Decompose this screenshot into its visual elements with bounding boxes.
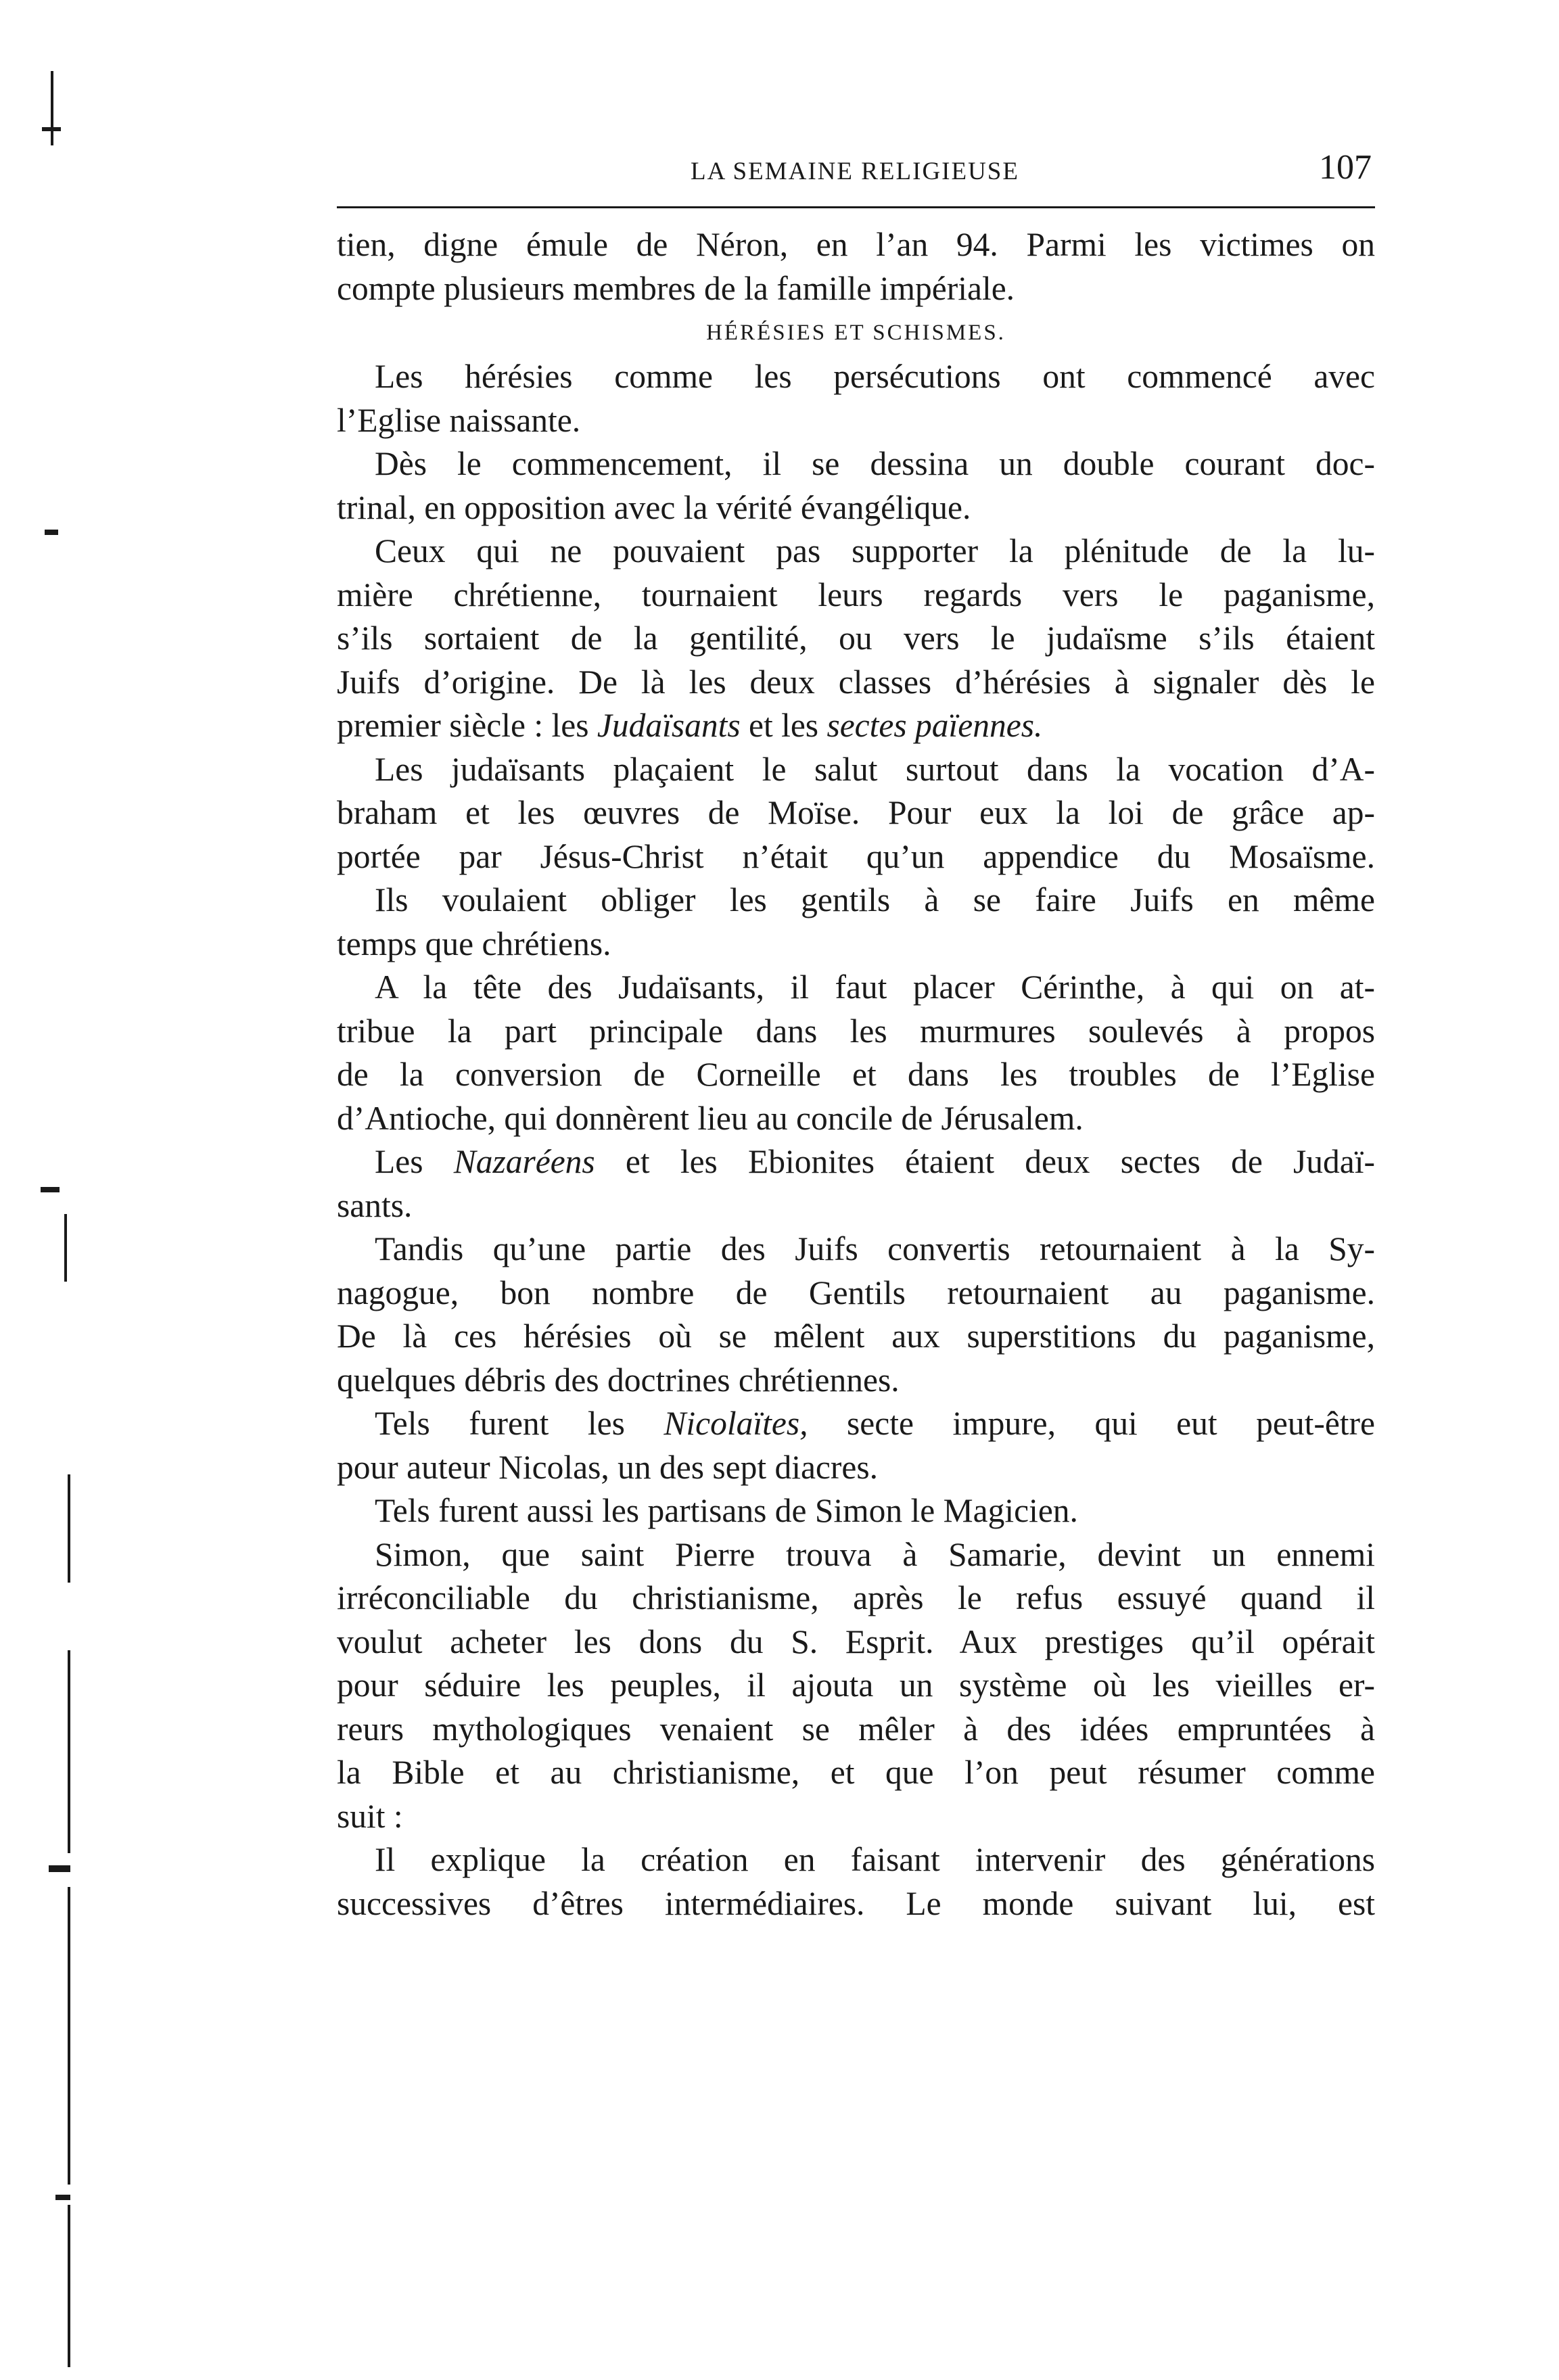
paragraph [337, 267, 1375, 311]
text-line: pour auteur Nicolas, un des sept diacres. [337, 1448, 879, 1486]
text-line: compte plusieurs membres de la famille impériale. [337, 269, 1015, 307]
text-line: Ils voulaient obliger les gentils à se faire Juifs en même [375, 881, 1375, 918]
header-rule [337, 206, 1375, 208]
paragraph [337, 879, 1375, 923]
paragraph [337, 791, 1375, 835]
text-line: premier siècle : les [337, 707, 589, 744]
paragraph [337, 661, 1375, 705]
text-line: Simon, que saint Pierre trouva à Samarie, devint un ennemi [375, 1535, 1375, 1573]
paragraph [337, 1359, 1375, 1403]
text-line: suit : [337, 1797, 403, 1835]
text-line: pour séduire les peuples, il ajouta un système où les vieilles er- [337, 1666, 1375, 1704]
paragraph [337, 1184, 1375, 1228]
text-line: trinal, en opposition avec la vérité évangélique. [337, 488, 971, 526]
paragraph [337, 223, 1375, 267]
margin-mark [42, 127, 61, 131]
paragraph [337, 1751, 1375, 1795]
paragraph [337, 574, 1375, 617]
text-line: De là ces hérésies où se mêlent aux superstitions du paganisme, [337, 1317, 1375, 1355]
text-line: Dès le commencement, il se dessina un double courant doc- [375, 445, 1375, 482]
body-text [337, 223, 1375, 1926]
paragraph [337, 530, 1375, 574]
text-line: Tandis qu’une partie des Juifs convertis retournaient à la Sy- [375, 1230, 1375, 1267]
paragraph [337, 1577, 1375, 1620]
paragraph [337, 1010, 1375, 1054]
paragraph [337, 748, 1375, 792]
margin-mark [68, 1650, 70, 1853]
italic-term: Nazaréens [453, 1143, 595, 1180]
text-line: Les [375, 1143, 423, 1180]
text-line: et les Ebionites étaient deux sectes de Judaï- [625, 1143, 1375, 1180]
text-line: et les [748, 707, 819, 744]
text-line: Ceux qui ne pouvaient pas supporter la plénitude de la lu- [375, 532, 1375, 569]
text-line: Les judaïsants plaçaient le salut surtout dans la vocation d’A- [375, 750, 1375, 788]
paragraph [337, 1053, 1375, 1097]
paragraph [337, 1402, 1375, 1446]
text-line: reurs mythologiques venaient se mêler à des idées empruntées à [337, 1710, 1375, 1748]
page-number: 107 [1319, 148, 1372, 187]
margin-mark [55, 2195, 70, 2200]
text-line: portée par Jésus-Christ n’était qu’un appendice du Mosaïsme. [337, 837, 1375, 875]
italic-term: Judaïsants [597, 707, 741, 744]
text-line: nagogue, bon nombre de Gentils retournaient au paganisme. [337, 1274, 1375, 1311]
paragraph [337, 617, 1375, 661]
paragraph [337, 923, 1375, 966]
paragraph [337, 1315, 1375, 1359]
paragraph [337, 1097, 1375, 1141]
text-line: de la conversion de Corneille et dans les troubles de l’Eglise [337, 1056, 1375, 1093]
margin-mark [68, 1887, 70, 2185]
text-line: quelques débris des doctrines chrétiennes. [337, 1361, 900, 1399]
paragraph [337, 1489, 1375, 1533]
paragraph [337, 1271, 1375, 1315]
text-line: irréconciliable du christianisme, après le refus essuyé quand il [337, 1579, 1375, 1616]
paragraph [337, 1228, 1375, 1271]
paragraph [337, 1795, 1375, 1839]
paragraph [337, 966, 1375, 1010]
paragraph [337, 1882, 1375, 1926]
paragraph [337, 1446, 1375, 1490]
page-header [338, 147, 1372, 195]
margin-mark [68, 1474, 70, 1583]
text-line: tribue la part principale dans les murmures soulevés à propos [337, 1012, 1375, 1050]
text-line: braham et les œuvres de Moïse. Pour eux la loi de grâce ap- [337, 794, 1375, 831]
text-line: secte impure, qui eut peut-être [846, 1405, 1376, 1442]
paragraph [337, 399, 1375, 443]
text-line: Tels furent aussi les partisans de Simon le Magicien. [375, 1492, 1078, 1529]
paragraph [337, 442, 1375, 486]
text-line: successives d’êtres intermédiaires. Le monde suivant lui, est [337, 1884, 1375, 1922]
paragraph [337, 835, 1375, 879]
margin-mark [49, 1865, 70, 1872]
text-line: l’Eglise naissante. [337, 401, 581, 439]
text-line: tien, digne émule de Néron, en l’an 94. Parmi les victimes on [337, 226, 1375, 263]
text-line: Juifs d’origine. De là les deux classes d’hérésies à signaler dès le [337, 663, 1375, 701]
paragraph [337, 1708, 1375, 1752]
text-line: Il explique la création en faisant intervenir des générations [375, 1841, 1375, 1878]
margin-mark [51, 71, 53, 145]
text-line: Tels furent les [375, 1405, 625, 1442]
text-line: temps que chrétiens. [337, 925, 611, 962]
text-line: mière chrétienne, tournaient leurs regards vers le paganisme, [337, 576, 1375, 613]
paragraph [337, 1533, 1375, 1577]
margin-mark [64, 1214, 67, 1282]
text-line: d’Antioche, qui donnèrent lieu au concile de Jérusalem. [337, 1099, 1084, 1137]
paragraph [337, 1664, 1375, 1708]
paragraph [337, 355, 1375, 399]
text-line: sants. [337, 1186, 413, 1224]
text-line: la Bible et au christianisme, et que l’on peut résumer comme [337, 1754, 1375, 1791]
running-head: LA SEMAINE RELIGIEUSE [691, 158, 1019, 185]
paragraph [337, 486, 1375, 530]
paragraph [337, 704, 1375, 748]
italic-term: sectes païennes. [827, 707, 1043, 744]
margin-mark [41, 1187, 60, 1192]
text-line: Les hérésies comme les persécutions ont commencé avec [375, 358, 1375, 395]
margin-mark [68, 2205, 70, 2367]
text-line: A la tête des Judaïsants, il faut placer Cérinthe, à qui on at- [375, 969, 1375, 1006]
text-line: voulut acheter les dons du S. Esprit. Aux prestiges qu’il opérait [337, 1623, 1375, 1660]
paragraph [337, 1838, 1375, 1882]
margin-mark [45, 530, 58, 535]
text-line: s’ils sortaient de la gentilité, ou vers le judaïsme s’ils étaient [337, 620, 1375, 657]
italic-term: Nicolaïtes, [664, 1405, 808, 1442]
paragraph [337, 1140, 1375, 1184]
paragraph [337, 1620, 1375, 1664]
section-heading: HÉRÉSIES ET SCHISMES. [706, 321, 1006, 345]
